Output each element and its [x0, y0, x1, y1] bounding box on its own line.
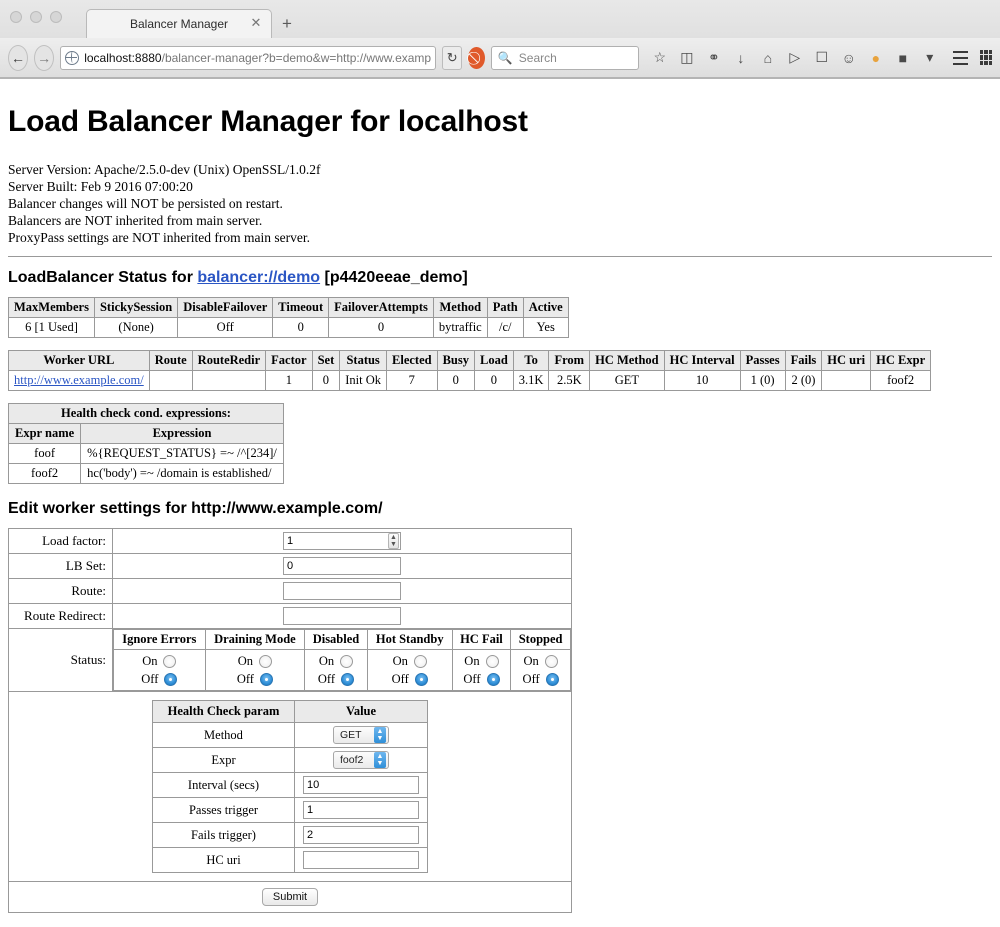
col-status: Status: [340, 351, 387, 371]
hc-param-fails: Fails trigger): [153, 823, 295, 848]
cell-failoverattempts: 0: [329, 318, 434, 338]
col-maxmembers: MaxMembers: [9, 298, 95, 318]
off-label: Off: [391, 672, 409, 686]
col-routeredir: RouteRedir: [192, 351, 266, 371]
url-host: localhost:8880: [84, 50, 162, 65]
cell-active: Yes: [523, 318, 568, 338]
col-hc-expr: HC Expr: [871, 351, 931, 371]
radio-off-icon[interactable]: [260, 673, 273, 686]
page-content: [0, 79, 1000, 927]
hc-param-expr: Expr: [153, 748, 295, 773]
toolbar-icons: [651, 49, 939, 67]
col-draining-mode: Draining Mode: [205, 630, 304, 650]
cell-method: bytraffic: [433, 318, 487, 338]
cell-maxmembers: 6 [1 Used]: [9, 318, 95, 338]
ignore-errors-off[interactable]: [120, 670, 199, 688]
col-hc-fail: HC Fail: [452, 630, 511, 650]
table-caption-row: [9, 404, 284, 424]
col-ignore-errors: Ignore Errors: [114, 630, 206, 650]
hot-standby-off[interactable]: [374, 670, 446, 688]
cell-hc-expr: foof2: [871, 371, 931, 391]
server-version: Server Version: Apache/2.5.0-dev (Unix) OpenSSL/1.0.2f: [8, 162, 321, 177]
col-expression: Expression: [81, 424, 284, 444]
label-route: Route:: [9, 579, 113, 604]
col-hc-value: Value: [295, 701, 428, 723]
radio-on-icon[interactable]: [259, 655, 272, 668]
browser-chrome: [0, 0, 1000, 79]
hot-standby-on[interactable]: [374, 652, 446, 670]
cell-elected: 7: [387, 371, 438, 391]
cell-expression: %{REQUEST_STATUS} =~ /^[234]/: [81, 444, 284, 464]
cell-expression: hc('body') =~ /domain is established/: [81, 464, 284, 484]
status-cell: [113, 629, 572, 692]
hc-param-interval: Interval (secs): [153, 773, 295, 798]
form-row-load-factor: [9, 529, 572, 554]
col-from: From: [549, 351, 590, 371]
cell-factor: 1: [266, 371, 312, 391]
tab-strip: [86, 0, 302, 38]
status-hc-fail[interactable]: [452, 650, 511, 691]
radio-on-icon[interactable]: [545, 655, 558, 668]
ignore-errors-on[interactable]: [120, 652, 199, 670]
health-check-params-table: [152, 700, 428, 873]
address-bar[interactable]: [60, 46, 436, 70]
window-controls[interactable]: [10, 11, 62, 23]
cell-expr-name: foof2: [9, 464, 81, 484]
hc-param-passes: Passes trigger: [153, 798, 295, 823]
col-stickysession: StickySession: [94, 298, 177, 318]
star-icon[interactable]: ☆: [653, 49, 667, 65]
route-input[interactable]: [283, 582, 401, 600]
hc-value-uri[interactable]: [295, 848, 428, 873]
cell-set: 0: [312, 371, 340, 391]
hc-interval-input[interactable]: [303, 776, 419, 794]
status-options-table: [113, 629, 571, 691]
table-header-row: [153, 701, 428, 723]
route-redirect-input[interactable]: [283, 607, 401, 625]
cell-load: 0: [475, 371, 514, 391]
zoom-window-button[interactable]: [50, 11, 62, 23]
chevron-down-icon[interactable]: ▲ ▼: [374, 727, 386, 743]
shield-icon[interactable]: ⚭: [707, 49, 720, 65]
form-row-status: [9, 629, 572, 692]
off-label: Off: [141, 672, 159, 686]
col-path: Path: [487, 298, 523, 318]
disabled-off[interactable]: [311, 670, 361, 688]
table-row: [153, 723, 428, 748]
table-header-row: [9, 351, 931, 371]
submit-cell: [9, 882, 572, 913]
tab-balancer-manager[interactable]: [86, 9, 272, 38]
table-row: [153, 748, 428, 773]
col-busy: Busy: [437, 351, 474, 371]
col-disabled: Disabled: [305, 630, 368, 650]
status-draining-mode[interactable]: [205, 650, 304, 691]
table-row: [114, 650, 571, 691]
inherit-note: Balancers are NOT inherited from main server.: [8, 213, 263, 228]
blocked-icon[interactable]: [468, 47, 485, 69]
hc-fail-off[interactable]: [459, 670, 505, 688]
col-elected: Elected: [387, 351, 438, 371]
cell-hc-method: GET: [590, 371, 665, 391]
hc-uri-input[interactable]: [303, 851, 419, 869]
minimize-window-button[interactable]: [30, 11, 42, 23]
form-row-route-redirect: [9, 604, 572, 629]
radio-on-icon[interactable]: [414, 655, 427, 668]
cell-passes: 1 (0): [740, 371, 785, 391]
smiley-icon[interactable]: ☺: [841, 49, 856, 66]
search-input[interactable]: Search: [518, 50, 557, 65]
col-hc-uri: HC uri: [822, 351, 871, 371]
label-load-factor: Load factor:: [9, 529, 113, 554]
col-stopped: Stopped: [511, 630, 571, 650]
table-header-row: [114, 630, 571, 650]
col-to: To: [513, 351, 549, 371]
download-icon[interactable]: ↓: [737, 49, 745, 66]
load-factor-stepper[interactable]: [283, 532, 401, 550]
table-header-row: [9, 298, 569, 318]
form-row-health-check: [9, 692, 572, 882]
form-row-lb-set: [9, 554, 572, 579]
cell-busy: 0: [437, 371, 474, 391]
off-label: Off: [463, 672, 481, 686]
table-row: [9, 464, 284, 484]
col-set: Set: [312, 351, 340, 371]
url-path: /balancer-manager?b=demo&w=http://www.examp: [161, 50, 432, 65]
home-icon[interactable]: ⌂: [763, 49, 773, 66]
cell-stickysession: (None): [94, 318, 177, 338]
cell-routeredir: [192, 371, 266, 391]
title-bar: [0, 0, 1000, 38]
back-arrow-icon[interactable]: ←: [8, 45, 28, 71]
table-header-row: [9, 424, 284, 444]
col-load: Load: [475, 351, 514, 371]
radio-off-icon[interactable]: [164, 673, 177, 686]
disabled-on[interactable]: [311, 652, 361, 670]
spinner-arrows-icon[interactable]: ▲ ▼: [388, 533, 399, 549]
search-icon: 🔍: [497, 50, 513, 65]
load-factor-input[interactable]: [283, 532, 401, 550]
label-lb-set: LB Set:: [9, 554, 113, 579]
forward-arrow-icon[interactable]: →: [34, 45, 54, 71]
radio-on-icon[interactable]: [340, 655, 353, 668]
on-label: On: [523, 654, 539, 668]
reload-icon[interactable]: ↻: [442, 46, 462, 70]
hc-value-passes[interactable]: [295, 798, 428, 823]
server-info: [8, 161, 992, 246]
edit-worker-form: [8, 528, 572, 913]
table-row: [153, 773, 428, 798]
radio-off-icon[interactable]: [415, 673, 428, 686]
hc-method-value: GET: [340, 729, 362, 741]
table-row: [9, 444, 284, 464]
col-hc-method: HC Method: [590, 351, 665, 371]
tab-label: Balancer Manager: [129, 17, 229, 31]
table-row: [153, 798, 428, 823]
balancer-summary-table: [8, 297, 569, 338]
col-fails: Fails: [785, 351, 822, 371]
col-hc-interval: HC Interval: [664, 351, 740, 371]
close-icon[interactable]: ✕: [250, 15, 262, 30]
globe-icon: [65, 51, 79, 65]
table-row: [9, 371, 931, 391]
worker-url-link[interactable]: http://www.example.com/: [14, 373, 144, 387]
off-label: Off: [236, 672, 254, 686]
col-expr-name: Expr name: [9, 424, 81, 444]
form-row-route: [9, 579, 572, 604]
radio-on-icon[interactable]: [486, 655, 499, 668]
hc-passes-input[interactable]: [303, 801, 419, 819]
palette-icon[interactable]: ●: [871, 49, 881, 66]
health-check-params-cell: [9, 692, 572, 882]
balancer-heading-suffix: [p4420eeae_demo]: [320, 269, 468, 286]
on-label: On: [464, 654, 480, 668]
on-label: On: [318, 654, 335, 668]
cell-expr-name: foof: [9, 444, 81, 464]
cell-fails: 2 (0): [785, 371, 822, 391]
hc-value-fails[interactable]: [295, 823, 428, 848]
chevron-down-icon[interactable]: ▲ ▼: [374, 752, 386, 768]
navigation-toolbar: [0, 38, 1000, 78]
label-status: Status:: [9, 629, 113, 692]
col-hot-standby: Hot Standby: [367, 630, 452, 650]
col-method: Method: [433, 298, 487, 318]
balancer-status-heading: [8, 269, 992, 287]
field-route[interactable]: [113, 579, 572, 604]
table-row: [153, 823, 428, 848]
pocket-icon[interactable]: ☐: [815, 49, 829, 65]
col-timeout: Timeout: [273, 298, 329, 318]
form-row-submit: [9, 882, 572, 913]
balancer-heading-prefix: LoadBalancer Status for: [8, 269, 198, 286]
plus-icon[interactable]: +: [282, 13, 292, 33]
field-load-factor[interactable]: [113, 529, 572, 554]
col-factor: Factor: [266, 351, 312, 371]
cell-from: 2.5K: [549, 371, 590, 391]
hc-value-method[interactable]: [295, 723, 428, 748]
cell-disablefailover: Off: [178, 318, 273, 338]
status-hot-standby[interactable]: [367, 650, 452, 691]
hc-param-uri: HC uri: [153, 848, 295, 873]
cell-timeout: 0: [273, 318, 329, 338]
battery-icon[interactable]: ■: [898, 49, 908, 66]
col-passes: Passes: [740, 351, 785, 371]
hamburger-menu-icon[interactable]: [953, 51, 968, 65]
worker-table: [8, 350, 931, 391]
hc-method-select[interactable]: [333, 726, 389, 744]
radio-off-icon[interactable]: [546, 673, 559, 686]
divider: [8, 256, 992, 257]
col-disablefailover: DisableFailover: [178, 298, 273, 318]
stopped-on[interactable]: [517, 652, 564, 670]
on-label: On: [392, 654, 408, 668]
balancer-link[interactable]: balancer://demo: [197, 269, 321, 286]
col-active: Active: [523, 298, 568, 318]
page-title: Load Balancer Manager for localhost: [8, 105, 528, 138]
proxypass-note: ProxyPass settings are NOT inherited from main server.: [8, 230, 310, 245]
cell-hc-uri: [822, 371, 871, 391]
field-lb-set[interactable]: [113, 554, 572, 579]
health-check-expressions-table: [8, 403, 284, 484]
on-label: On: [237, 654, 254, 668]
server-built: Server Built: Feb 9 2016 07:00:20: [8, 179, 193, 194]
off-label: Off: [522, 672, 540, 686]
status-disabled[interactable]: [305, 650, 368, 691]
grid-apps-icon[interactable]: [980, 50, 992, 66]
cell-worker-url[interactable]: [9, 371, 150, 391]
submit-button[interactable]: Submit: [262, 888, 318, 906]
table-row: [9, 318, 569, 338]
hc-expr-select[interactable]: [333, 751, 389, 769]
col-worker-url: Worker URL: [9, 351, 150, 371]
persist-note: Balancer changes will NOT be persisted on restart.: [8, 196, 283, 211]
hc-fails-input[interactable]: [303, 826, 419, 844]
draining-mode-on[interactable]: [212, 652, 298, 670]
table-row: [153, 848, 428, 873]
hc-caption: Health check cond. expressions:: [9, 404, 284, 424]
hc-param-method: Method: [153, 723, 295, 748]
radio-off-icon[interactable]: [487, 673, 500, 686]
hc-value-interval[interactable]: [295, 773, 428, 798]
on-label: On: [142, 654, 158, 668]
hc-fail-on[interactable]: [459, 652, 505, 670]
cell-hc-interval: 10: [664, 371, 740, 391]
off-label: Off: [317, 672, 336, 686]
cell-status: Init Ok: [340, 371, 387, 391]
search-bar[interactable]: [491, 46, 639, 70]
cell-to: 3.1K: [513, 371, 549, 391]
stopped-off[interactable]: [517, 670, 564, 688]
hc-value-expr[interactable]: [295, 748, 428, 773]
cell-path: /c/: [487, 318, 523, 338]
lb-set-input[interactable]: [283, 557, 401, 575]
col-route: Route: [149, 351, 192, 371]
radio-on-icon[interactable]: [163, 655, 176, 668]
draining-mode-off[interactable]: [212, 670, 298, 688]
radio-off-icon[interactable]: [341, 673, 354, 686]
field-route-redirect[interactable]: [113, 604, 572, 629]
edit-worker-heading: Edit worker settings for http://www.example.com/: [8, 500, 383, 517]
send-icon[interactable]: ▷: [789, 49, 801, 65]
col-failoverattempts: FailoverAttempts: [329, 298, 434, 318]
status-ignore-errors[interactable]: [114, 650, 206, 691]
label-route-redirect: Route Redirect:: [9, 604, 113, 629]
reader-icon[interactable]: ◫: [680, 49, 694, 65]
hc-expr-value: foof2: [340, 754, 364, 766]
col-hc-param: Health Check param: [153, 701, 295, 723]
status-stopped[interactable]: [511, 650, 571, 691]
cell-route: [149, 371, 192, 391]
chevron-down-icon[interactable]: ▾: [926, 49, 934, 65]
close-window-button[interactable]: [10, 11, 22, 23]
